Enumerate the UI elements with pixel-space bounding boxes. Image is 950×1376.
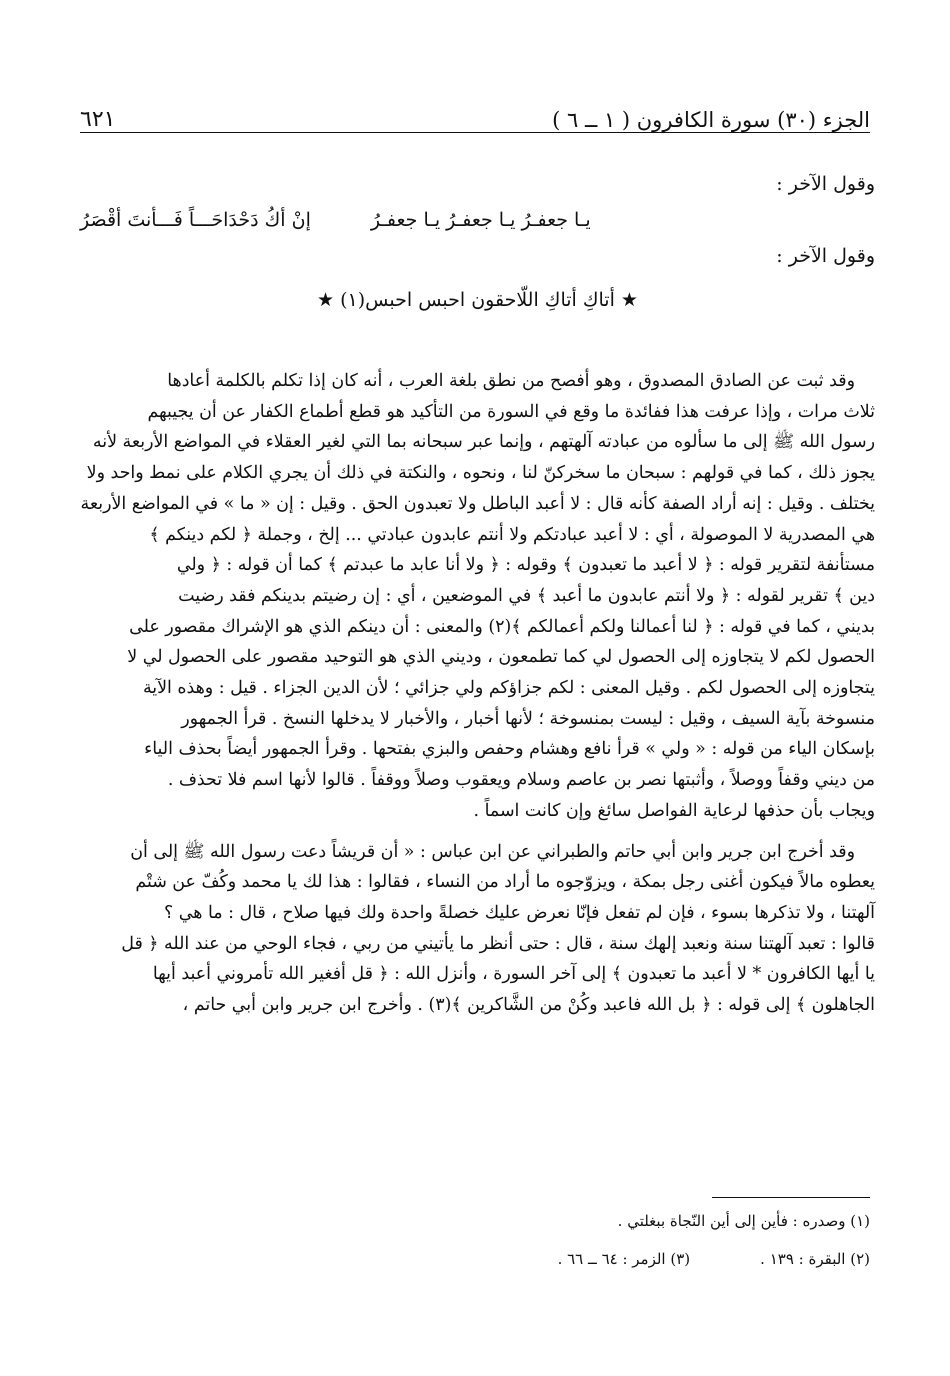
text-line: وقد أخرج ابن جرير وابن أبي حاتم والطبراني عن ابن عباس : « أن قريشاً دعت رسول الله ﷺ إلى أن — [130, 841, 855, 862]
text-line: هي المصدرية لا الموصولة ، أي : لا أعبد عبادتكم ولا أنتم عابدون عبادتي ... إلخ ، وجملة ﴿ لكم دينكم ﴾ — [149, 524, 875, 545]
text-line: بإسكان الياء من قوله : « ولي » قرأ نافع وهشام وحفص والبزي بفتحها . وقرأ الجمهور أيضاً بحذف الياء — [144, 739, 875, 760]
text-line: الجاهلون ﴾ إلى قوله : ﴿ بل الله فاعبد وكُنْ من الشَّاكرين ﴾(٣) . وأخرج ابن جرير وابن أبي حاتم ، — [182, 995, 875, 1016]
text-line: يختلف . وقيل : إنه أراد الصفة كأنه قال : لا أعبد الباطل ولا تعبدون الحق . وقيل : إن « ما » في المواضع الأربعة — [80, 493, 875, 514]
quote-label: وقول الآخر : — [776, 173, 875, 195]
text-line: يا أيها الكافرون * لا أعبد ما تعبدون ﴾ إلى آخر السورة ، وأنزل الله : ﴿ قل أفغير الله تأمروني أعبد أيها — [152, 964, 875, 985]
running-header — [80, 98, 870, 132]
footnote-1: (١) وصدره : فأين إلى أين النّجاة ببغلتي . — [617, 1212, 870, 1230]
text-line: من ديني وقفاً ووصلاً ، وأثبتها نصر بن عاصم وسلام ويعقوب وصلاً ووقفاً . قالوا لأنها اسم فلا تحذف . — [167, 770, 875, 791]
text-line: منسوخة بآية السيف ، وقيل : ليست بمنسوخة ؛ لأنها أخبار ، والأخبار لا يدخلها النسخ . قرأ الجمهور — [181, 708, 875, 729]
text-line: قالوا : تعبد آلهتنا سنة ونعبد إلهك سنة ، قال : حتى أنظر ما يأتيني من ربي ، فجاء الوحي من عند الله ﴿ قل — [121, 933, 875, 954]
text-line: ويجاب بأن حذفها لرعاية الفواصل سائغ وإن كانت اسماً . — [473, 800, 875, 821]
text-line: ثلاث مرات ، وإذا عرفت هذا ففائدة ما وقع في السورة من التأكيد هو قطع أطماع الكفار عن أن يجيبهم — [147, 401, 875, 422]
text-line: يعطوه مالاً فيكون أغنى رجل بمكة ، ويزوّجوه ما أراد من النساء ، فقالوا : هذا لك يا محمد وكُفّ عن شتْم — [135, 872, 875, 893]
body-text — [80, 366, 875, 1021]
running-title: الجزء (٣٠) سورة الكافرون ( ١ ــ ٦ ) — [552, 108, 870, 132]
poetry-section — [80, 168, 875, 320]
text-line: دين ﴾ تقرير لقوله : ﴿ ولا أنتم عابدون ما أعبد ﴾ في الموضعين ، أي : إن رضيتم بدينكم فقد رضيت — [178, 585, 875, 606]
text-line: يتجاوزه إلى الحصول لكم . وقيل المعنى : لكم جزاؤكم ولي جزائي ؛ لأن الدين الجزاء . قيل : وهذه الآية — [142, 678, 875, 699]
text-line: مستأنفة لتقرير قوله : ﴿ لا أعبد ما تعبدون ﴾ وقوله : ﴿ ولا أنا عابد ما عبدتم ﴾ كما أن قوله : ﴿ ولي — [176, 555, 875, 576]
footnote-row — [80, 1250, 870, 1268]
verse-hemistich-right: يـا جعفـرُ يـا جعفـرُ يـا جعفـرُ — [370, 209, 591, 231]
text-line: رسول الله ﷺ إلى ما سألوه من عبادته آلهتهم ، وإنما عبر سبحانه بما التي لغير العقلاء في المواضع الأربعة لأنه — [92, 432, 875, 453]
paragraph — [80, 366, 875, 827]
quote-label: وقول الآخر : — [776, 245, 875, 267]
paragraph — [80, 837, 875, 1021]
text-line: يجوز ذلك ، كما في قولهم : سبحان ما سخركنّ لنا ، ونحوه ، والنكتة في ذلك أن يجري الكلام على نمط واحد ولا — [86, 463, 875, 484]
starred-verse: ★ أتاكِ أتاكِ اللّاحقون احبس احبس(١) ★ — [317, 289, 638, 311]
footnote-3: (٣) الزمر : ٦٤ ــ ٦٦ . — [557, 1250, 691, 1268]
text-line: آلهتنا ، ولا تذكرها بسوء ، فإن لم تفعل فإنّا نعرض عليك خصلةً واحدة ولك فيها صلاح ، قال : ما هي ؟ — [164, 902, 875, 923]
footnote-2: (٢) البقرة : ١٣٩ . — [760, 1250, 870, 1268]
header-divider — [80, 132, 870, 133]
text-line: وقد ثبت عن الصادق المصدوق ، وهو أفصح من نطق بلغة العرب ، أنه كان إذا تكلم بالكلمة أعادها — [167, 371, 855, 391]
verse-hemistich-left: إنْ أكُ دَحْدَاحَـــاً فَـــأنتَ أقْصَرُ — [80, 209, 311, 231]
text-line: بديني ، كما في قوله : ﴿ لنا أعمالنا ولكم أعمالكم ﴾(٢) والمعنى : أن دينكم الذي هو الإشراك مقصور على — [129, 616, 875, 637]
page-number: ٦٢١ — [80, 107, 116, 132]
footnote-divider — [712, 1197, 870, 1198]
text-line: الحصول لكم لا يتجاوزه إلى الحصول لي كما تطمعون ، وديني الذي هو التوحيد مقصور على الحصول لي لا — [127, 647, 875, 668]
poetry-verse — [80, 200, 875, 240]
